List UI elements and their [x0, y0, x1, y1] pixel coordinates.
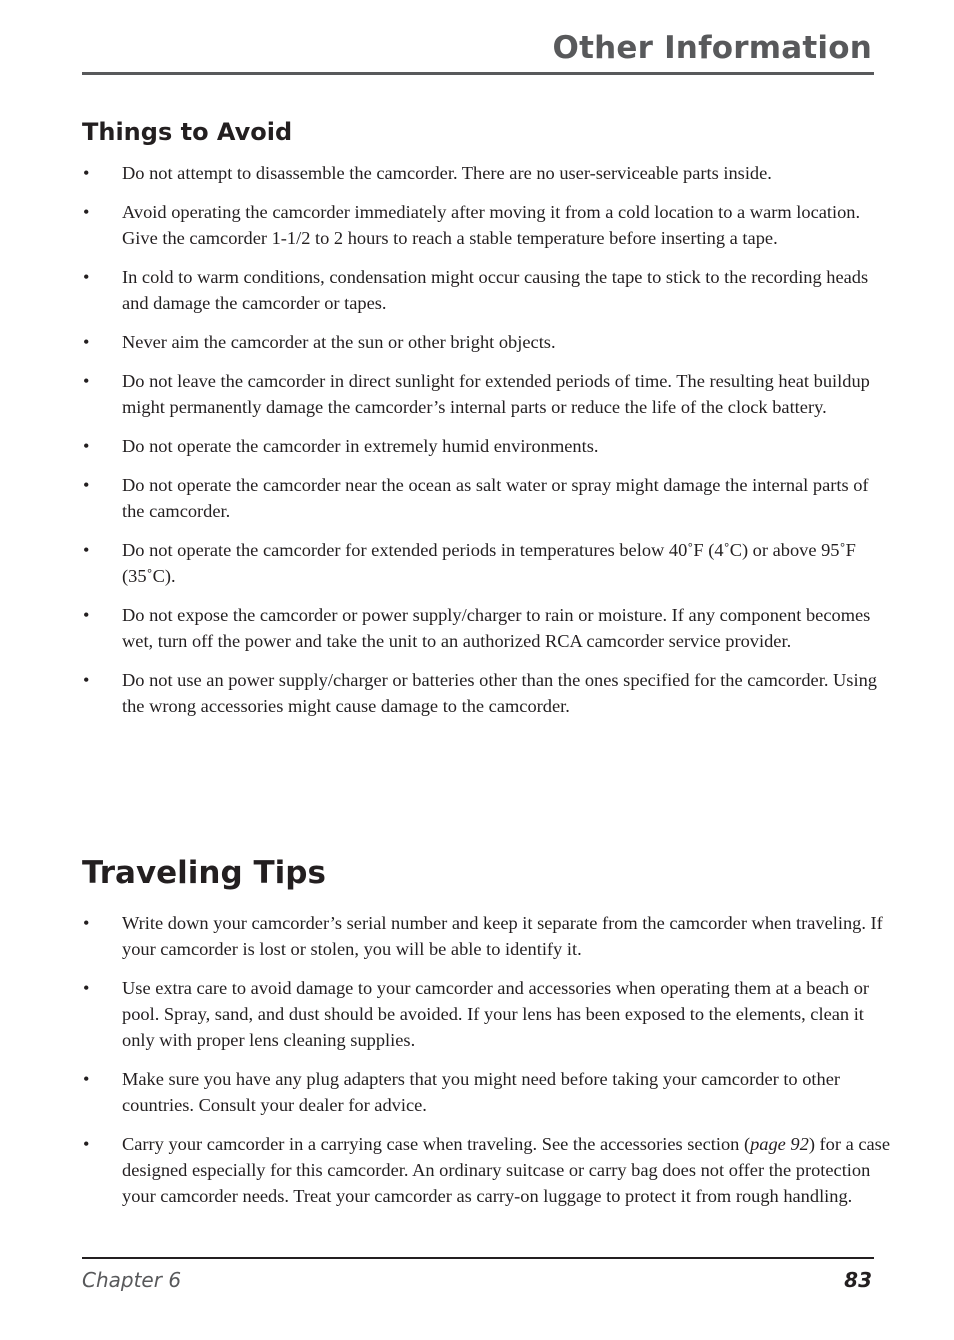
list-item: [82, 602, 894, 654]
bullet: •: [83, 202, 90, 222]
list-item: [82, 910, 894, 962]
list-item: [82, 264, 894, 316]
list-item-text: Do not attempt to disassemble the camcorder. There are no user-serviceable parts inside.: [122, 163, 772, 183]
list-item-text: Make sure you have any plug adapters that you might need before taking your camcorder to other countries. Consult your dealer for advice.: [122, 1069, 841, 1115]
list-item: [82, 368, 894, 420]
bullet: •: [83, 436, 90, 456]
list-item-text-after: ) for a case designed especially for this camcorder. An ordinary suitcase or carry bag does not offer the protection your camcorder needs. Treat your camcorder as carry-on luggage to protect it from rough handling.: [122, 1134, 890, 1206]
list-item: [82, 1131, 894, 1209]
bullet: •: [83, 670, 90, 690]
bullet: •: [83, 605, 90, 625]
list-item-text: Do not expose the camcorder or power supply/charger to rain or moisture. If any component becomes wet, turn off the power and take the unit to an authorized RCA camcorder service provider.: [122, 605, 871, 651]
bullet: •: [83, 371, 90, 391]
traveling-tips-list: [82, 910, 894, 1222]
list-item: [82, 472, 894, 524]
list-item-text: Do not use an power supply/charger or batteries other than the ones specified for the camcorder. Using the wrong accessories might cause damage to the camcorder.: [122, 670, 877, 716]
list-item: [82, 1066, 894, 1118]
list-item: [82, 537, 894, 589]
page-header-title: Other Information: [552, 30, 872, 66]
list-item: [82, 975, 894, 1053]
footer-rule: [82, 1257, 874, 1259]
list-item: [82, 160, 894, 186]
list-item-text: Use extra care to avoid damage to your camcorder and accessories when operating them at a beach or pool. Spray, sand, and dust should be avoided. If your lens has been exposed to the elements, clean it only with proper lens cleaning supplies.: [122, 978, 870, 1050]
things-to-avoid-list: [82, 160, 894, 732]
traveling-tips-heading: Traveling Tips: [82, 855, 326, 891]
list-item-text: Do not operate the camcorder in extremely humid environments.: [122, 436, 599, 456]
footer-page-number: 83: [844, 1268, 872, 1292]
page-reference-link[interactable]: page 92: [750, 1134, 809, 1154]
list-item-text: Never aim the camcorder at the sun or other bright objects.: [122, 332, 556, 352]
bullet: •: [83, 540, 90, 560]
list-item-text: Do not operate the camcorder for extended periods in temperatures below 40˚F (4˚C) or above 95˚F (35˚C).: [122, 540, 856, 586]
bullet: •: [83, 332, 90, 352]
bullet: •: [83, 1134, 90, 1154]
things-to-avoid-heading: Things to Avoid: [82, 118, 293, 146]
bullet: •: [83, 475, 90, 495]
bullet: •: [83, 1069, 90, 1089]
header-rule: [82, 72, 874, 75]
list-item-text: In cold to warm conditions, condensation might occur causing the tape to stick to the recording heads and damage the camcorder or tapes.: [122, 267, 869, 313]
bullet: •: [83, 913, 90, 933]
list-item-text: Write down your camcorder’s serial number and keep it separate from the camcorder when traveling. If your camcorder is lost or stolen, you will be able to identify it.: [122, 913, 883, 959]
list-item-text-before: Carry your camcorder in a carrying case when traveling. See the accessories section (: [122, 1134, 751, 1154]
list-item: [82, 199, 894, 251]
list-item: [82, 329, 894, 355]
list-item: [82, 667, 894, 719]
footer-chapter: Chapter 6: [82, 1268, 182, 1292]
list-item-text: Do not operate the camcorder near the ocean as salt water or spray might damage the internal parts of the camcorder.: [122, 475, 869, 521]
list-item-text: Avoid operating the camcorder immediately after moving it from a cold location to a warm location. Give the camcorder 1-1/2 to 2 hours to reach a stable temperature before inserting a tape.: [122, 202, 861, 248]
bullet: •: [83, 978, 90, 998]
bullet: •: [83, 267, 90, 287]
list-item-text: Do not leave the camcorder in direct sunlight for extended periods of time. The resulting heat buildup might permanently damage the camcorder’s internal parts or reduce the life of the clock battery.: [122, 371, 870, 417]
bullet: •: [83, 163, 90, 183]
list-item: [82, 433, 894, 459]
